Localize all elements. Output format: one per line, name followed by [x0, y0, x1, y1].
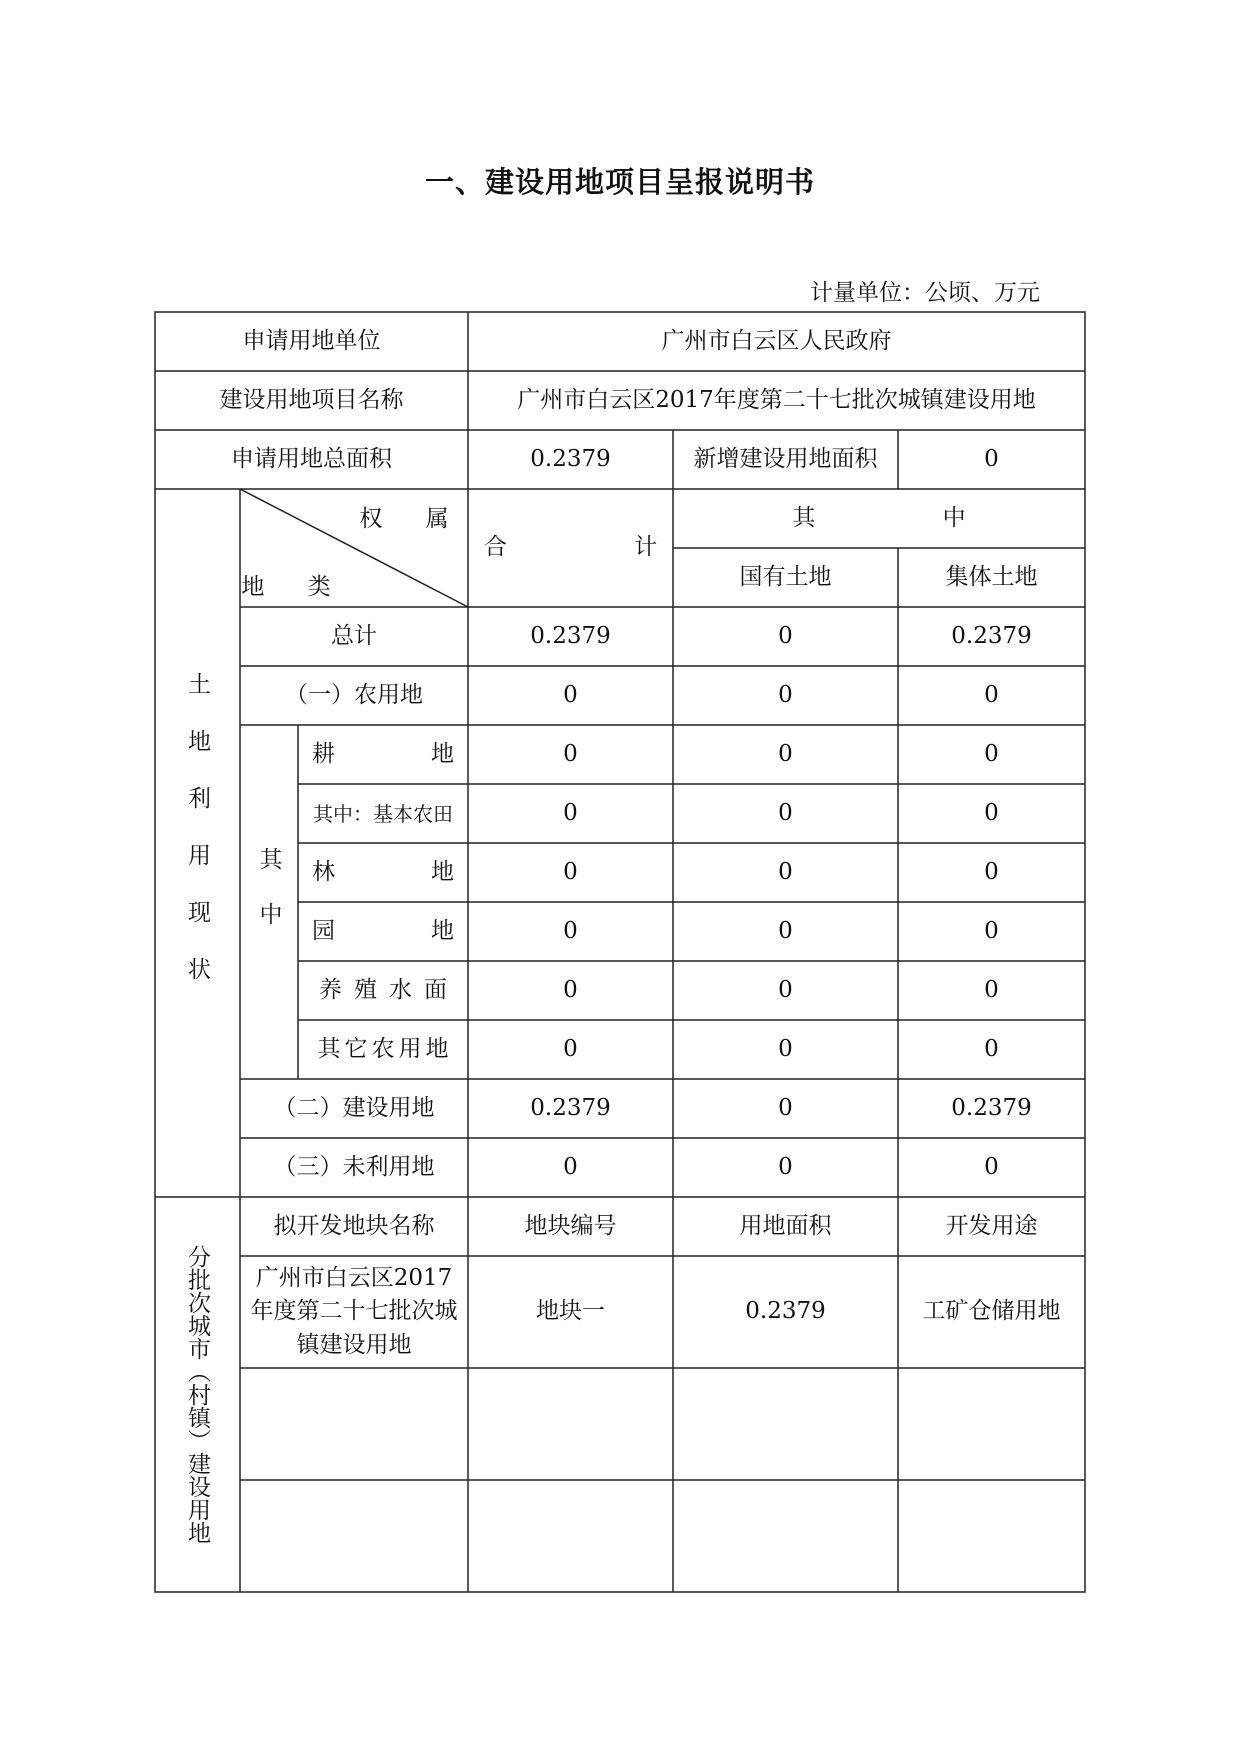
- row-total: 0: [563, 1153, 578, 1180]
- row-label: （一）农用地: [285, 681, 423, 708]
- row-collective: 0: [984, 858, 999, 885]
- row-collective: 0: [984, 917, 999, 944]
- of-which-header: 其 中: [792, 504, 1026, 531]
- category-header: 地 类: [241, 574, 349, 601]
- row-label: [298, 902, 550, 961]
- batch-row-use: [898, 1480, 1085, 1592]
- row-state: 0: [778, 976, 793, 1003]
- batch-row-area: [673, 1480, 898, 1592]
- batch-row-name: 广州市白云区2017年度第二十七批次城镇建设用地: [250, 1264, 458, 1358]
- batch-side-label: 分批次城市（村镇）建设用地: [184, 1245, 210, 1544]
- batch-header-code: 地块编号: [524, 1212, 617, 1239]
- batch-header-use: 开发用途: [945, 1212, 1038, 1239]
- row-label: 总计: [331, 622, 377, 649]
- of-which-side-label: 其中: [255, 847, 282, 957]
- batch-header-name: 拟开发地块名称: [273, 1212, 435, 1239]
- total-area-value: 0.2379: [530, 445, 611, 472]
- row-state: 0: [778, 1094, 793, 1121]
- row-total: 0.2379: [530, 1094, 611, 1121]
- row-state: 0: [778, 858, 793, 885]
- new-area-value: 0: [984, 445, 999, 472]
- row-collective: 0: [984, 740, 999, 767]
- batch-row-name: [240, 1480, 468, 1592]
- row-state: 0: [778, 681, 793, 708]
- unit-label: 计量单位：公顷、万元: [810, 280, 1040, 306]
- row-collective: 0: [984, 1153, 999, 1180]
- row-state: 0: [778, 1035, 793, 1062]
- row-collective: 0.2379: [951, 1094, 1032, 1121]
- row-state: 0: [778, 740, 793, 767]
- batch-row-area: 0.2379: [745, 1298, 826, 1325]
- row-state: 0: [778, 1153, 793, 1180]
- project-name-value: 广州市白云区2017年度第二十七批次城镇建设用地: [517, 386, 1036, 413]
- row-collective: 0: [984, 681, 999, 708]
- row-collective: 0: [984, 799, 999, 826]
- ownership-header: 权 属: [359, 506, 467, 533]
- row-label: 其中：基本农田: [313, 801, 453, 826]
- row-collective: 0: [984, 976, 999, 1003]
- row-total: 0: [563, 1035, 578, 1062]
- land-use-side-label: 土地利用现状: [184, 672, 210, 1014]
- row-label: 其它农用地: [317, 1035, 453, 1062]
- row-state: 0: [778, 622, 793, 649]
- total-area-label: 申请用地总面积: [231, 445, 392, 472]
- new-area-label: 新增建设用地面积: [693, 445, 878, 472]
- row-label-text: 园地: [312, 917, 550, 944]
- state-owned-header: 国有土地: [739, 563, 832, 590]
- batch-row-use: [898, 1368, 1085, 1480]
- batch-row-code: 地块一: [536, 1298, 605, 1325]
- row-label-text: 林地: [312, 858, 550, 885]
- row-label: [298, 725, 550, 784]
- batch-header-area: 用地面积: [739, 1212, 832, 1239]
- row-state: 0: [778, 917, 793, 944]
- row-total: 0: [563, 917, 578, 944]
- applicant-label: 申请用地单位: [242, 327, 381, 354]
- row-label: 养殖水面: [319, 976, 459, 1003]
- total-header: 合 计: [483, 534, 718, 561]
- row-total: 0: [563, 799, 578, 826]
- row-total: 0.2379: [530, 622, 611, 649]
- row-state: 0: [778, 799, 793, 826]
- row-total: 0: [563, 681, 578, 708]
- row-total: 0: [563, 858, 578, 885]
- row-label: （二）建设用地: [273, 1094, 435, 1121]
- row-collective: 0.2379: [951, 622, 1032, 649]
- row-label: [298, 843, 550, 902]
- batch-row-area: [673, 1368, 898, 1480]
- page-title: 一、建设用地项目呈报说明书: [424, 165, 815, 199]
- row-label-text: 耕地: [312, 740, 550, 767]
- batch-row-code: [468, 1480, 673, 1592]
- project-name-label: 建设用地项目名称: [219, 386, 404, 413]
- batch-row-use: 工矿仓储用地: [922, 1298, 1061, 1325]
- collective-header: 集体土地: [945, 563, 1038, 590]
- row-total: 0: [563, 976, 578, 1003]
- batch-row-code: [468, 1368, 673, 1480]
- row-total: 0: [563, 740, 578, 767]
- row-label: （三）未利用地: [273, 1153, 435, 1180]
- applicant-value: 广州市白云区人民政府: [661, 327, 892, 354]
- batch-row-name: [240, 1368, 468, 1480]
- row-collective: 0: [984, 1035, 999, 1062]
